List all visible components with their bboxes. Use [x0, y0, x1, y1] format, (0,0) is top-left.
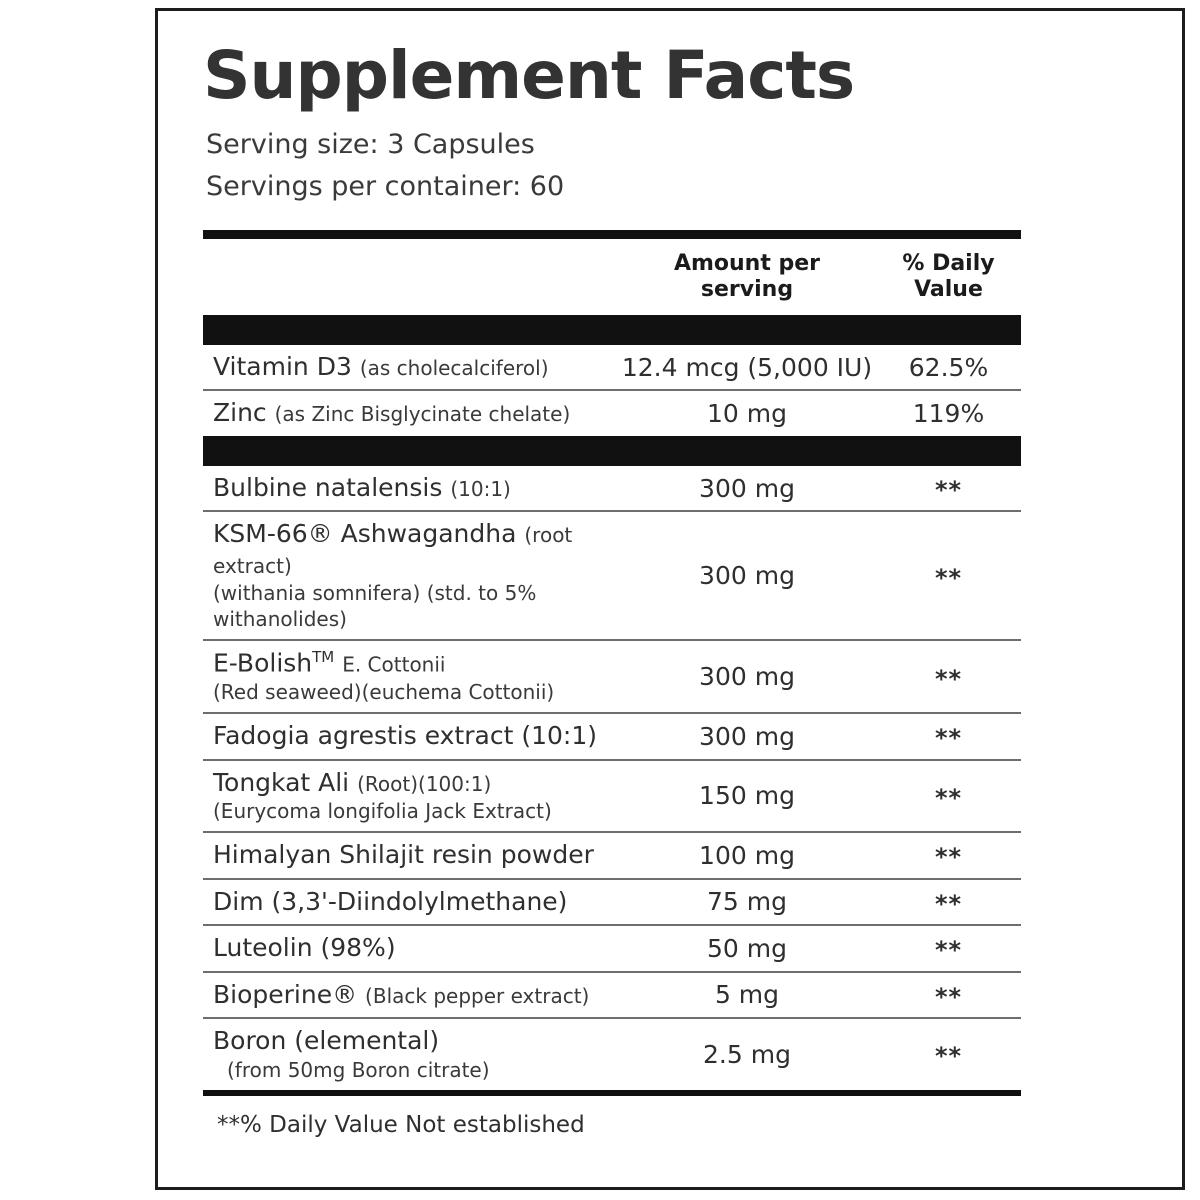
header-cell-amount [618, 239, 876, 315]
table-bottom-rule [203, 1090, 1021, 1096]
row-daily-value: ** [934, 664, 963, 693]
row-amount: 10 mg [707, 399, 787, 429]
table-row [203, 880, 1021, 925]
table-row [203, 973, 1021, 1018]
row-daily-value: ** [934, 982, 963, 1011]
row-name-sub: (as Zinc Bisglycinate chelate) [274, 402, 571, 427]
row-amount: 75 mg [707, 887, 787, 917]
row-name [203, 880, 618, 925]
row-name-sub: (Black pepper extract) [365, 983, 590, 1008]
row-amount: 300 mg [699, 473, 795, 503]
daily-value-footnote: **% Daily Value Not established [217, 1111, 585, 1138]
serving-size-text: Serving size: 3 Capsules [206, 129, 535, 161]
table-row [203, 391, 1021, 436]
header-black-band [203, 315, 1021, 345]
header-dv-line1: % Daily [902, 250, 995, 276]
row-daily-value: ** [934, 889, 963, 918]
row-name [203, 391, 618, 436]
row-name-line2: (Red seaweed)(euchema Cottonii) [213, 680, 555, 705]
row-amount: 300 mg [699, 721, 795, 751]
row-amount: 100 mg [699, 840, 795, 870]
table-row [203, 714, 1021, 759]
table-row [203, 466, 1021, 511]
row-name-main: Zinc [213, 398, 267, 428]
row-daily-value: ** [934, 936, 963, 965]
row-name-line2: (Eurycoma longifolia Jack Extract) [213, 799, 552, 824]
header-amount-line1: Amount per [673, 250, 821, 276]
row-name-line2: (from 50mg Boron citrate) [227, 1057, 490, 1082]
table-top-rule [203, 230, 1021, 239]
table-row [203, 761, 1021, 832]
header-amount-line2: serving [700, 276, 794, 302]
row-name-sub: (Root)(100:1) [357, 771, 492, 796]
row-name-main: Boron (elemental) [213, 1026, 440, 1056]
row-name [203, 1019, 618, 1090]
row-amount: 2.5 mg [703, 1039, 791, 1069]
row-name-sub: (10:1) [450, 476, 511, 501]
row-amount: 150 mg [699, 781, 795, 811]
row-name-line2: (withania somnifera) (std. to 5% withanolides) [213, 581, 537, 632]
header-cell-daily-value [876, 239, 1021, 315]
table-row [203, 926, 1021, 971]
row-name-sub: E. Cottonii [342, 652, 446, 677]
row-daily-value: ** [934, 724, 963, 753]
row-daily-value: ** [934, 563, 963, 592]
section-black-band [203, 436, 1021, 466]
row-daily-value: ** [934, 1042, 963, 1071]
page-title: Supplement Facts [203, 37, 855, 114]
row-daily-value: ** [934, 783, 963, 812]
servings-per-container-text: Servings per container: 60 [206, 171, 565, 203]
row-name-main: Luteolin (98%) [213, 933, 396, 963]
row-name-main: Vitamin D3 [213, 351, 352, 381]
table-row [203, 1019, 1021, 1090]
row-name [203, 714, 618, 759]
table-row [203, 512, 1021, 639]
table-row [203, 833, 1021, 878]
row-name-main: Tongkat Ali [213, 767, 350, 797]
facts-table [203, 230, 1021, 1138]
row-name [203, 926, 618, 971]
row-daily-value: 62.5% [908, 352, 989, 382]
row-amount: 12.4 mcg (5,000 IU) [621, 352, 873, 382]
row-name-trademark: TM [312, 648, 335, 667]
row-name-sub: (as cholecalciferol) [359, 355, 549, 380]
row-daily-value: ** [934, 843, 963, 872]
header-cell-name [203, 265, 618, 289]
row-name [203, 761, 618, 832]
row-daily-value: 119% [912, 399, 985, 429]
row-amount: 300 mg [699, 662, 795, 692]
row-daily-value: ** [934, 476, 963, 505]
row-name-main: Bioperine® [213, 979, 358, 1009]
label-content [203, 37, 1058, 1138]
row-name-main: Bulbine natalensis [213, 472, 443, 502]
row-name-main: Himalyan Shilajit resin powder [213, 840, 594, 870]
header-dv-line2: Value [914, 276, 983, 302]
supplement-facts-panel [155, 8, 1185, 1190]
row-name [203, 345, 618, 390]
row-name-main: Fadogia agrestis extract (10:1) [213, 721, 597, 751]
row-name [203, 512, 618, 639]
table-row [203, 641, 1021, 712]
row-name-main: E-Bolish [213, 648, 313, 678]
row-name [203, 833, 618, 878]
table-row [203, 345, 1021, 390]
row-name-main: KSM-66® Ashwagandha [213, 519, 517, 549]
row-name [203, 973, 618, 1018]
row-name-sub: (root extract) [213, 523, 573, 578]
row-name-main: Dim (3,3'-Diindolylmethane) [213, 886, 568, 916]
row-name [203, 466, 618, 511]
row-amount: 50 mg [707, 933, 787, 963]
row-amount: 5 mg [714, 980, 780, 1010]
row-amount: 300 mg [699, 561, 795, 591]
row-name [203, 641, 618, 712]
table-header-row [203, 239, 1021, 315]
